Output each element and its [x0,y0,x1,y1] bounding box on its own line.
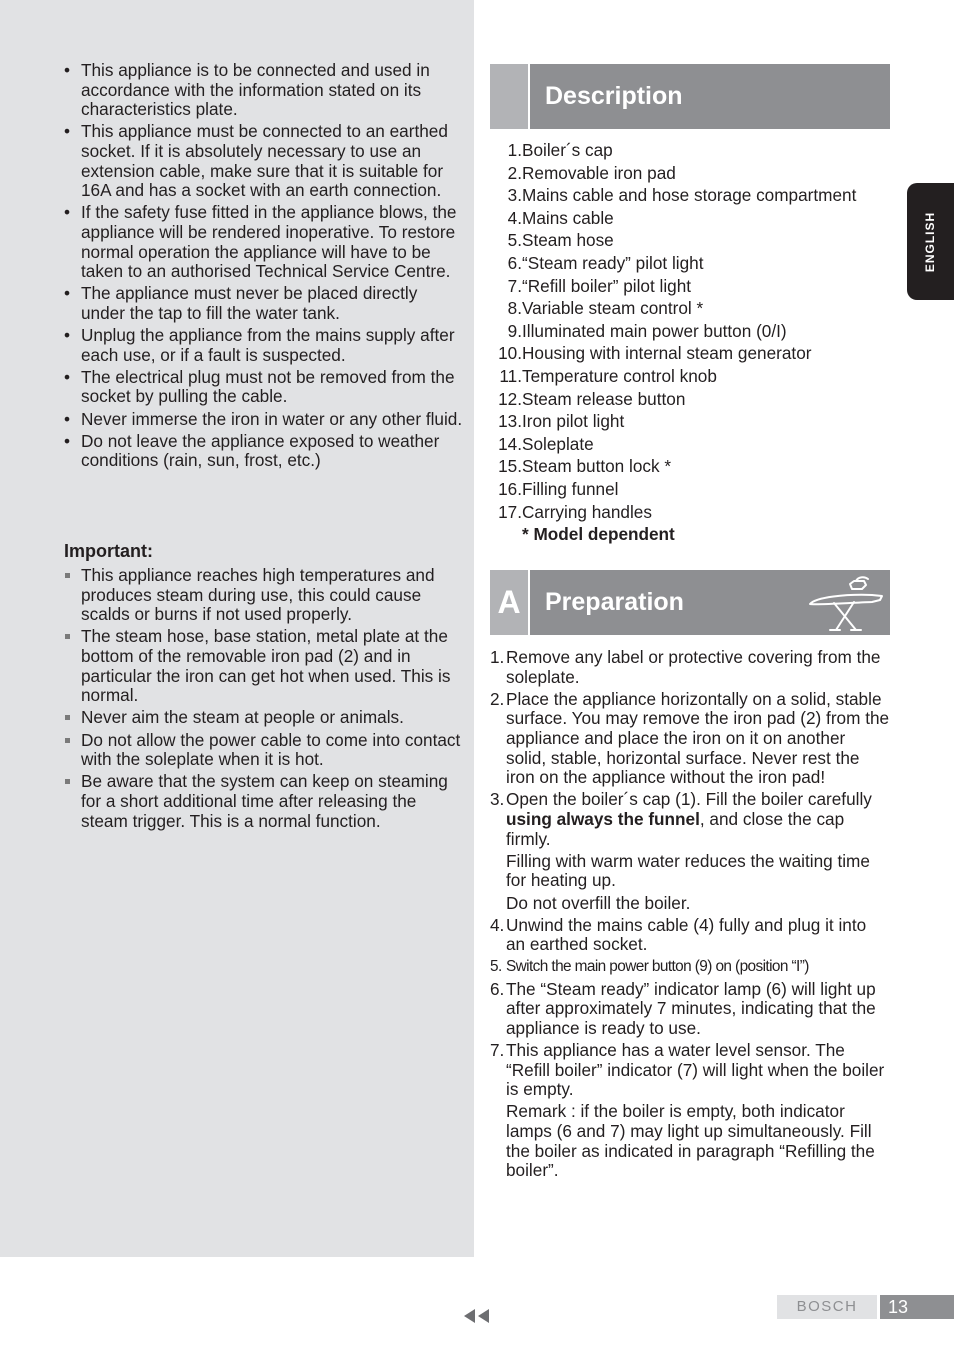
important-item: Never aim the steam at people or animals. [64,708,464,728]
list-item: 15. Steam button lock * [498,456,672,477]
list-item: 4. Mains cable [507,207,614,228]
list-item: 2. Place the appliance horizontally on a solid, stable surface. You may remove the iron pad (2) from the appliance and place the iron on it on another solid, stable, horizontal surface. Never rest the iron on the appliance without the iron pad! [490,688,890,788]
list-item: 12. Steam release button [498,388,686,409]
description-tab [490,64,530,129]
list-item: 16. Filling funnel [498,478,619,499]
language-tab [907,183,954,300]
preparation-steps [490,648,890,1183]
double-left-arrow-icon[interactable] [464,1309,492,1323]
list-item: 7. “Refill boiler” pilot light [507,275,692,296]
safety-bullet: • This appliance must be connected to an earthed socket. If it is absolutely necessary to use an extension cable, make sure that it is suitable for 16A and has a socket with an earth connection. [64,122,464,200]
brand-label: BOSCH [777,1295,877,1319]
list-item: 14. Soleplate [498,433,594,454]
list-item: 1. Remove any label or protective covering from the soleplate. [490,647,881,687]
preparation-header [490,570,890,635]
list-item: 17. Carrying handles [498,501,652,522]
safety-bullet-list [64,61,464,474]
list-item: 11. Temperature control knob [499,365,717,386]
safety-bullet: • The appliance must never be placed directly under the tap to fill the water tank. [64,284,464,323]
important-item: The steam hose, base station, metal plate at the bottom of the removable iron pad (2) and in particular the iron can get hot when used. This is normal. [64,627,464,705]
list-item: 13. Iron pilot light [498,411,625,432]
important-item: Do not allow the power cable to come into contact with the soleplate when it is hot. [64,731,464,770]
preparation-title: Preparation [545,588,684,616]
important-heading: Important: [64,541,153,561]
preparation-tab-letter: A [490,570,530,635]
important-item: Be aware that the system can keep on steaming for a short additional time after releasing the steam trigger. This is a normal function. [64,772,464,831]
description-title: Description [545,82,683,110]
ironing-board-icon [806,572,886,632]
list-item: 9. Illuminated main power button (0/I) [507,320,787,341]
list-item: 3. Mains cable and hose storage compartment [507,185,857,206]
funnel-emphasis: using always the funnel [506,808,700,829]
important-list [64,566,464,834]
language-label: ENGLISH [922,211,937,272]
description-header [490,64,890,129]
important-item: This appliance reaches high temperatures and produces steam during use, this could cause scalds or burns if not used properly. [64,566,464,625]
list-item: 5. Switch the main power button (9) on (position “I”) [490,958,809,976]
list-item: 2. Removable iron pad [507,162,676,183]
list-item: 1. Boiler´s cap [507,140,613,160]
list-item: 6. The “Steam ready” indicator lamp (6) will light up after approximately 7 minutes, indicating that the appliance is ready to use. [490,978,876,1038]
safety-bullet: • Unplug the appliance from the mains supply after each use, or if a fault is suspected. [64,326,464,365]
model-dependent-note: * Model dependent [522,524,675,544]
description-list [490,141,890,525]
safety-bullet: • Never immerse the iron in water or any other fluid. [64,410,464,430]
page-number: 13 [880,1295,954,1319]
list-item: 5. Steam hose [507,230,614,251]
safety-bullet: • This appliance is to be connected and used in accordance with the information stated on its characteristics plate. [64,61,464,120]
list-item: 7. This appliance has a water level sensor. The “Refill boiler” indicator (7) will light when the boiler is empty. Remark : if the boiler is empty, both indicator lamps (6 and 7) may light up simultaneously. Fill the boiler as indicated in paragraph “Refilling the boiler”. [490,1040,885,1181]
list-item: 8. Variable steam control * [507,298,704,319]
list-item: 4. Unwind the mains cable (4) fully and plug it into an earthed socket. [490,914,867,955]
safety-bullet: • If the safety fuse fitted in the appliance blows, the appliance will be rendered inoperative. To restore normal operation the appliance will have to be taken to an authorised Technical Service Centre. [64,203,464,281]
safety-bullet: • Do not leave the appliance exposed to weather conditions (rain, sun, frost, etc.) [64,432,464,471]
list-item: 6. “Steam ready” pilot light [507,252,704,273]
list-item: 3. Open the boiler´s cap (1). Fill the boiler carefully using always the funnel, and close the cap firmly. Filling with warm water reduces the waiting time for heating up. Do not overfill the boiler. [490,789,872,913]
safety-bullet: • The electrical plug must not be removed from the socket by pulling the cable. [64,368,464,407]
list-item: 10. Housing with internal steam generator [498,343,812,364]
